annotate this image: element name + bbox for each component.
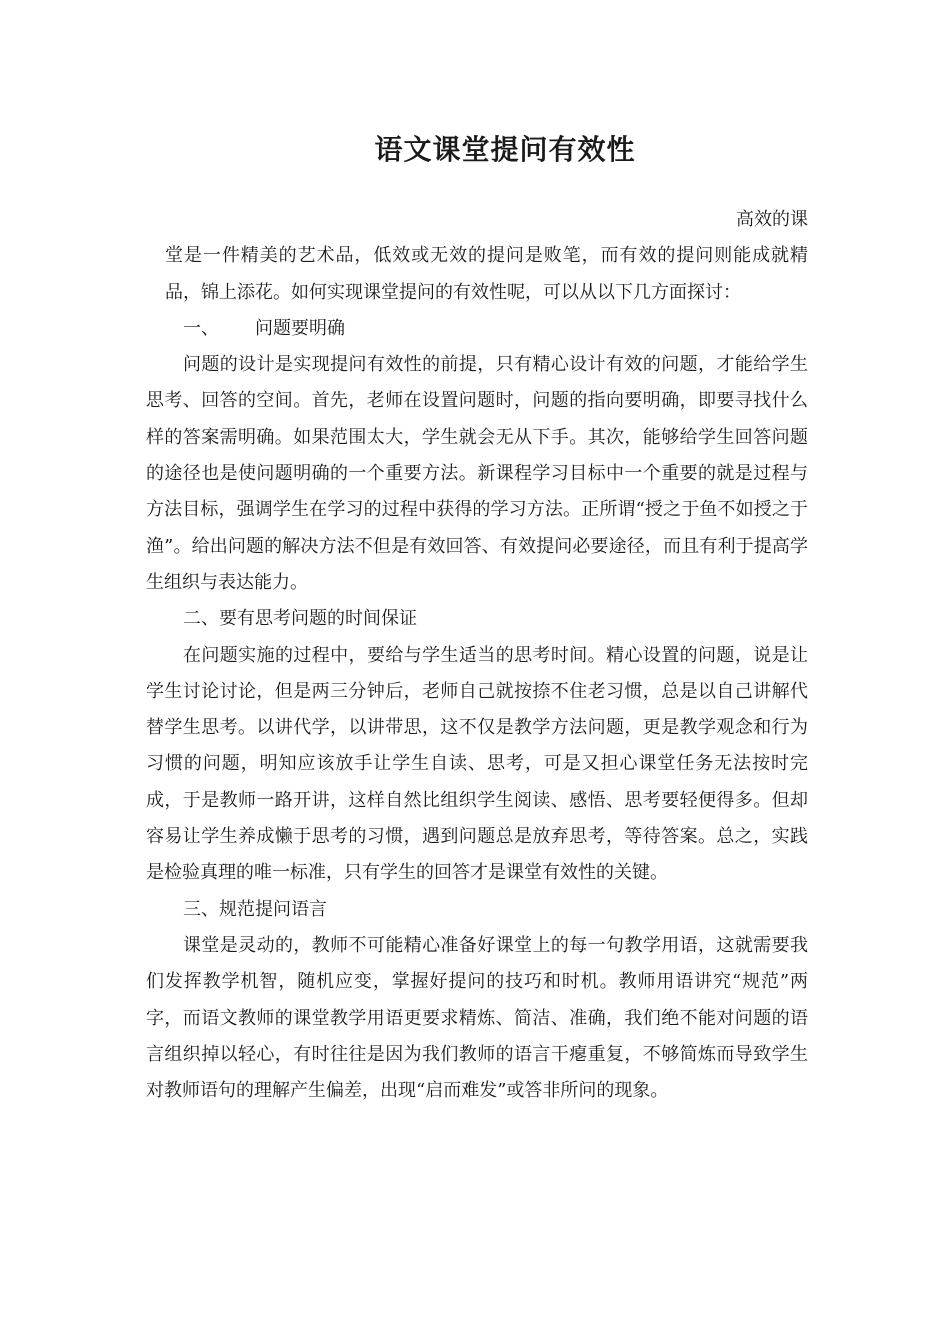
section-2-title: 要有思考问题的时间保证 — [219, 608, 417, 630]
section-1-title: 问题要明确 — [255, 317, 345, 339]
section-3-title: 规范提问语言 — [219, 898, 327, 920]
document-body — [146, 202, 808, 1109]
section-3-number: 三、 — [183, 898, 219, 920]
document-title: 语文课堂提问有效性 — [374, 133, 636, 166]
intro-paragraph: 堂是一件精美的艺术品，低效或无效的提问是败笔，而有效的提问则能成就精品，锦上添花。如何实现课堂提问的有效性呢，可以从以下几方面探讨： — [165, 245, 808, 303]
section-3-body: 课堂是灵动的，教师不可能精心准备好课堂上的每一句教学用语，这就需要我们发挥教学机智，随机应变，掌握好提问的技巧和时机。教师用语讲究“规范”两字，而语文教师的课堂教学用语更要求精炼、简洁、准确，我们绝不能对问题的语言组织掉以轻心，有时往往是因为我们教师的语言干瘪重复，不够简炼而导致学生对教师语句的理解产生偏差，出现“启而难发”或答非所问的现象。 — [146, 934, 808, 1102]
section-1-body: 问题的设计是实现提问有效性的前提，只有精心设计有效的问题，才能给学生思考、回答的空间。首先，老师在设置问题时，问题的指向要明确，即要寻找什么样的答案需明确。如果范围太大，学生就会无从下手。其次，能够给学生回答问题的途径也是使问题明确的一个重要方法。新课程学习目标中一个重要的就是过程与方法目标，强调学生在学习的过程中获得的学习方法。正所谓“授之于鱼不如授之于渔”。给出问题的解决方法不但是有效回答、有效提问必要途径，而且有利于提高学生组织与表达能力。 — [146, 354, 808, 593]
section-2-body: 在问题实施的过程中，要给与学生适当的思考时间。精心设置的问题，说是让学生讨论讨论，但是两三分钟后，老师自己就按捺不住老习惯，总是以自己讲解代替学生思考。以讲代学，以讲带思，这不仅是教学方法问题，更是教学观念和行为习惯的问题，明知应该放手让学生自读、思考，可是又担心课堂任务无法按时完成，于是教师一路开讲，这样自然比组织学生阅读、感悟、思考要轻便得多。但却容易让学生养成懒于思考的习惯，遇到问题总是放弃思考，等待答案。总之，实践是检验真理的唯一标准，只有学生的回答才是课堂有效性的关键。 — [146, 644, 808, 884]
section-2-number: 二、 — [183, 608, 219, 630]
section-1-number: 一、 — [183, 317, 219, 339]
section-3-heading — [146, 892, 808, 928]
section-2-heading — [146, 601, 808, 637]
byline: 高效的课 — [736, 209, 808, 230]
section-1-heading — [146, 311, 808, 347]
